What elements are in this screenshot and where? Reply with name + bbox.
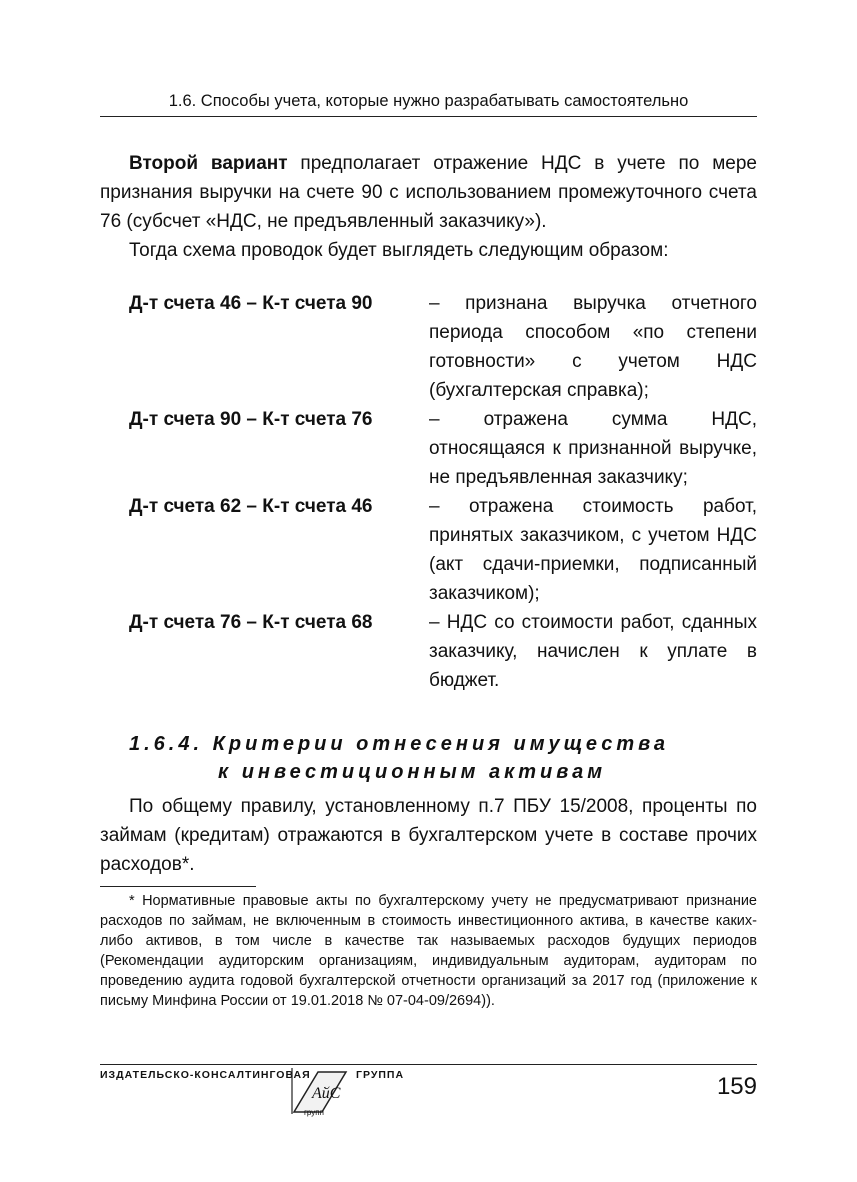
footnote: * Нормативные правовые акты по бухгалтерскому учету не предусматривают признание расходов по займам, не включенным в стоимость инвестиционного актива, в качестве каких-либо активов, в том числе в качестве так называемых расходов будущих периодов (Рекомендации аудиторским организациям, индивидуальным аудиторам, аудиторам по проведению аудита годовой бухгалтерской отчетности организаций за 2017 год (приложение к письму Минфина России от 19.01.2018 № 07-04-09/2694)). (100, 893, 757, 1009)
page-number: 159 (716, 1073, 757, 1100)
publisher-name-left: ИЗДАТЕЛЬСКО-КОНСАЛТИНГОВАЯ (100, 1069, 311, 1081)
scheme-intro: Тогда схема проводок будет выглядеть следующим образом: (129, 240, 669, 261)
entry-description: – отражена стоимость работ, принятых заказчиком, с учетом НДС (акт сдачи-приемки, подписанный заказчиком); (429, 496, 757, 604)
publisher-name-right: ГРУППА (356, 1069, 405, 1081)
posting-entry (100, 289, 757, 405)
intro-text: предполагает отражение НДС в учете по мере признания выручки на счете 90 с использованием промежуточного счета 76 (субсчет «НДС, не предъявленный заказчику»). (100, 153, 757, 232)
posting-entry (100, 405, 757, 492)
section-body: По общему правилу, установленному п.7 ПБУ 15/2008, проценты по займам (кредитам) отражаются в бухгалтерском учете в составе прочих расходов*. (100, 796, 757, 875)
posting-entry (100, 608, 757, 695)
running-header (100, 88, 757, 117)
entry-account: Д-т счета 90 – К-т счета 76 (129, 409, 373, 430)
intro-paragraph (100, 149, 757, 236)
entry-description: – признана выручка отчетного периода способом «по степени готовности» с учетом НДС (бухгалтерская справка); (429, 293, 757, 401)
footer-rule (100, 1064, 757, 1065)
section-title-line2: к инвестиционным активам (218, 761, 607, 783)
entry-description: – отражена сумма НДС, относящаяся к признанной выручке, не предъявленная заказчику; (429, 409, 757, 488)
section-title-line1: 1.6.4. Критерии отнесения имущества (129, 733, 670, 755)
posting-entry (100, 492, 757, 608)
entry-account: Д-т счета 46 – К-т счета 90 (129, 293, 373, 314)
section-heading (100, 730, 757, 786)
entry-description: – НДС со стоимости работ, сданных заказчику, начислен к уплате в бюджет. (429, 612, 757, 691)
entry-account: Д-т счета 76 – К-т счета 68 (129, 612, 373, 633)
logo-subtext: групп (304, 1108, 324, 1117)
publisher-logo (288, 1066, 352, 1118)
running-title: 1.6. Способы учета, которые нужно разрабатывать самостоятельно (168, 92, 689, 110)
footnote-rule (100, 886, 256, 887)
posting-entries (100, 289, 757, 695)
logo-mark: АйС (312, 1085, 341, 1102)
intro-bold-lead: Второй вариант (129, 153, 288, 174)
entry-account: Д-т счета 62 – К-т счета 46 (129, 496, 373, 517)
